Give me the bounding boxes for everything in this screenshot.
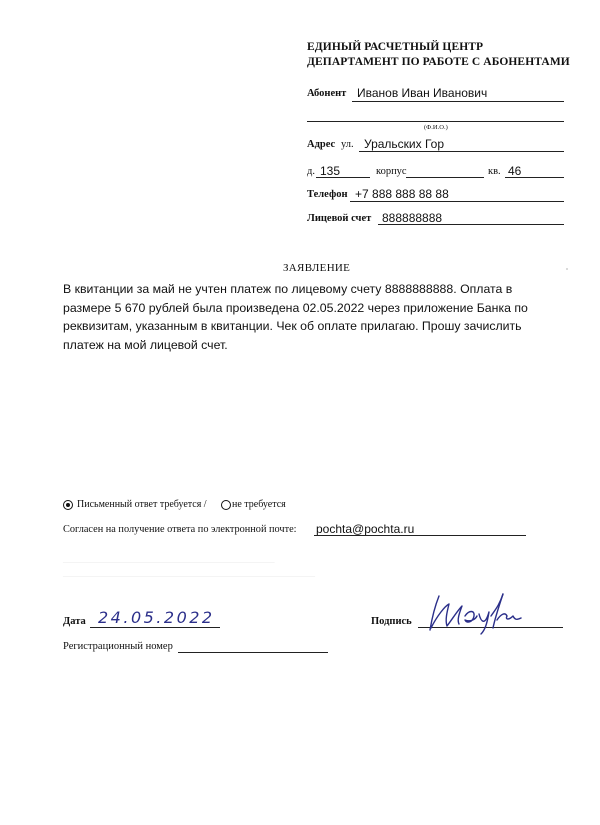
registration-label: Регистрационный номер bbox=[63, 641, 173, 652]
apt-underline bbox=[505, 177, 564, 178]
statement-body: В квитанции за май не учтен платеж по лицевому счету 8888888888. Оплата в размере 5 670 рублей была произведена 02.05.2022 через приложение Банка по реквизитам, указанным в квитанции. Чек об оплате прилагаю. Прошу зачислить платеж на мой лицевой счет. bbox=[63, 282, 528, 352]
handwritten-signature-icon bbox=[425, 590, 535, 636]
header-line-2: ДЕПАРТАМЕНТ ПО РАБОТЕ С АБОНЕНТАМИ bbox=[307, 56, 570, 68]
street-underline bbox=[359, 151, 564, 152]
apt-value[interactable]: 46 bbox=[508, 164, 522, 178]
date-underline bbox=[90, 627, 220, 628]
street-value[interactable]: Уральских Гор bbox=[364, 137, 445, 151]
subscriber-underline-2 bbox=[307, 121, 564, 122]
statement-title: ЗАЯВЛЕНИЕ bbox=[283, 262, 351, 274]
response-required-label: Письменный ответ требуется / bbox=[77, 499, 207, 510]
house-label: д. bbox=[307, 166, 315, 177]
phone-underline bbox=[350, 201, 564, 202]
email-value[interactable]: pochta@pochta.ru bbox=[316, 522, 415, 536]
building-label: корпус bbox=[376, 166, 407, 177]
fio-caption: (Ф.И.О.) bbox=[424, 124, 448, 131]
scan-speck bbox=[566, 268, 568, 270]
faint-line-2: ________________________________________________________ bbox=[63, 568, 315, 578]
house-underline bbox=[316, 177, 370, 178]
email-underline bbox=[314, 535, 526, 536]
header-line-1: ЕДИНЫЙ РАСЧЕТНЫЙ ЦЕНТР bbox=[307, 41, 484, 53]
registration-underline bbox=[178, 652, 328, 653]
phone-value[interactable]: +7 888 888 88 88 bbox=[355, 187, 449, 201]
date-value[interactable]: 24.05.2022 bbox=[98, 608, 215, 627]
apt-label: кв. bbox=[488, 166, 501, 177]
subscriber-value[interactable]: Иванов Иван Иванович bbox=[357, 86, 488, 100]
account-underline bbox=[378, 224, 564, 225]
phone-label: Телефон bbox=[307, 189, 348, 200]
date-label: Дата bbox=[63, 616, 86, 627]
account-value[interactable]: 888888888 bbox=[382, 211, 443, 225]
response-not-required-label: не требуется bbox=[232, 499, 286, 510]
house-value[interactable]: 135 bbox=[320, 164, 341, 178]
subscriber-label: Абонент bbox=[307, 88, 347, 99]
building-underline bbox=[406, 177, 484, 178]
signature-label: Подпись bbox=[371, 616, 412, 627]
street-prefix: ул. bbox=[341, 139, 354, 150]
response-required-radio[interactable] bbox=[63, 500, 73, 510]
address-label: Адрес bbox=[307, 139, 336, 150]
email-label: Согласен на получение ответа по электронной почте: bbox=[63, 524, 297, 535]
subscriber-underline bbox=[352, 101, 564, 102]
faint-line-1: _______________________________________________ bbox=[63, 554, 275, 564]
account-label: Лицевой счет bbox=[307, 213, 372, 224]
response-not-required-radio[interactable] bbox=[221, 500, 231, 510]
